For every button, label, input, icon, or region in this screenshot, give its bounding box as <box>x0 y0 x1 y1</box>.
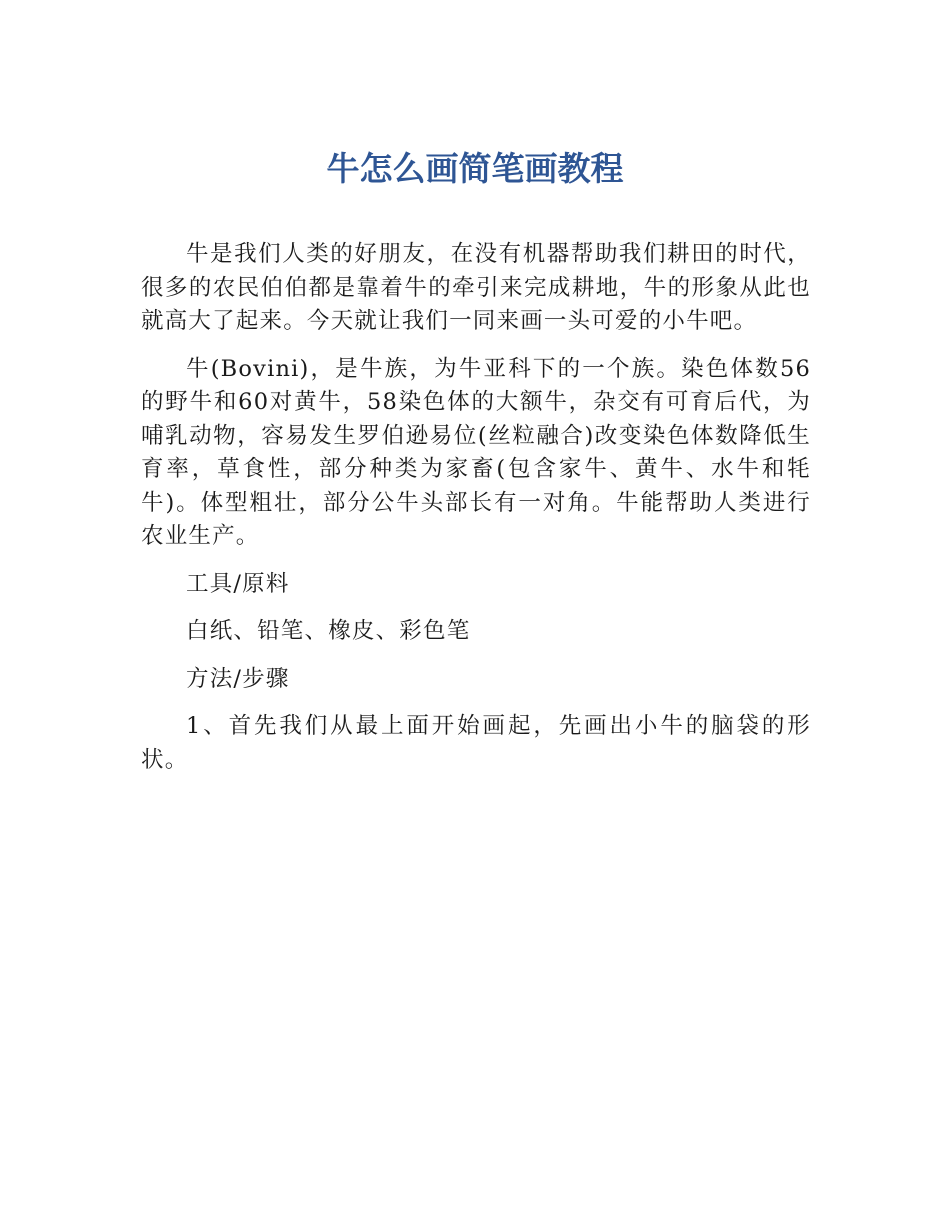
tools-heading: 工具/原料 <box>186 570 290 597</box>
document-title: 牛怎么画简笔画教程 <box>326 149 624 188</box>
steps-heading: 方法/步骤 <box>186 665 290 692</box>
tools-list: 白纸、铅笔、橡皮、彩色笔 <box>186 618 471 644</box>
document-body <box>141 238 811 791</box>
step-1-paragraph: 1、首先我们从最上面开始画起，先画出小牛的脑袋的形状。 <box>141 713 811 773</box>
intro-paragraph: 牛是我们人类的好朋友，在没有机器帮助我们耕田的时代，很多的农民伯伯都是靠着牛的牵引来完成耕地，牛的形象从此也就高大了起来。今天就让我们一同来画一头可爱的小牛吧。 <box>141 241 811 334</box>
cattle-description-paragraph: 牛(Bovini)，是牛族，为牛亚科下的一个族。染色体数56的野牛和60对黄牛，58染色体的大额牛，杂交有可育后代，为哺乳动物，容易发生罗伯逊易位(丝粒融合)改变染色体数降低生育率，草食性，部分种类为家畜(包含家牛、黄牛、水牛和牦牛)。体型粗壮，部分公牛头部长有一对角。牛能帮助人类进行农业生产。 <box>141 355 811 549</box>
